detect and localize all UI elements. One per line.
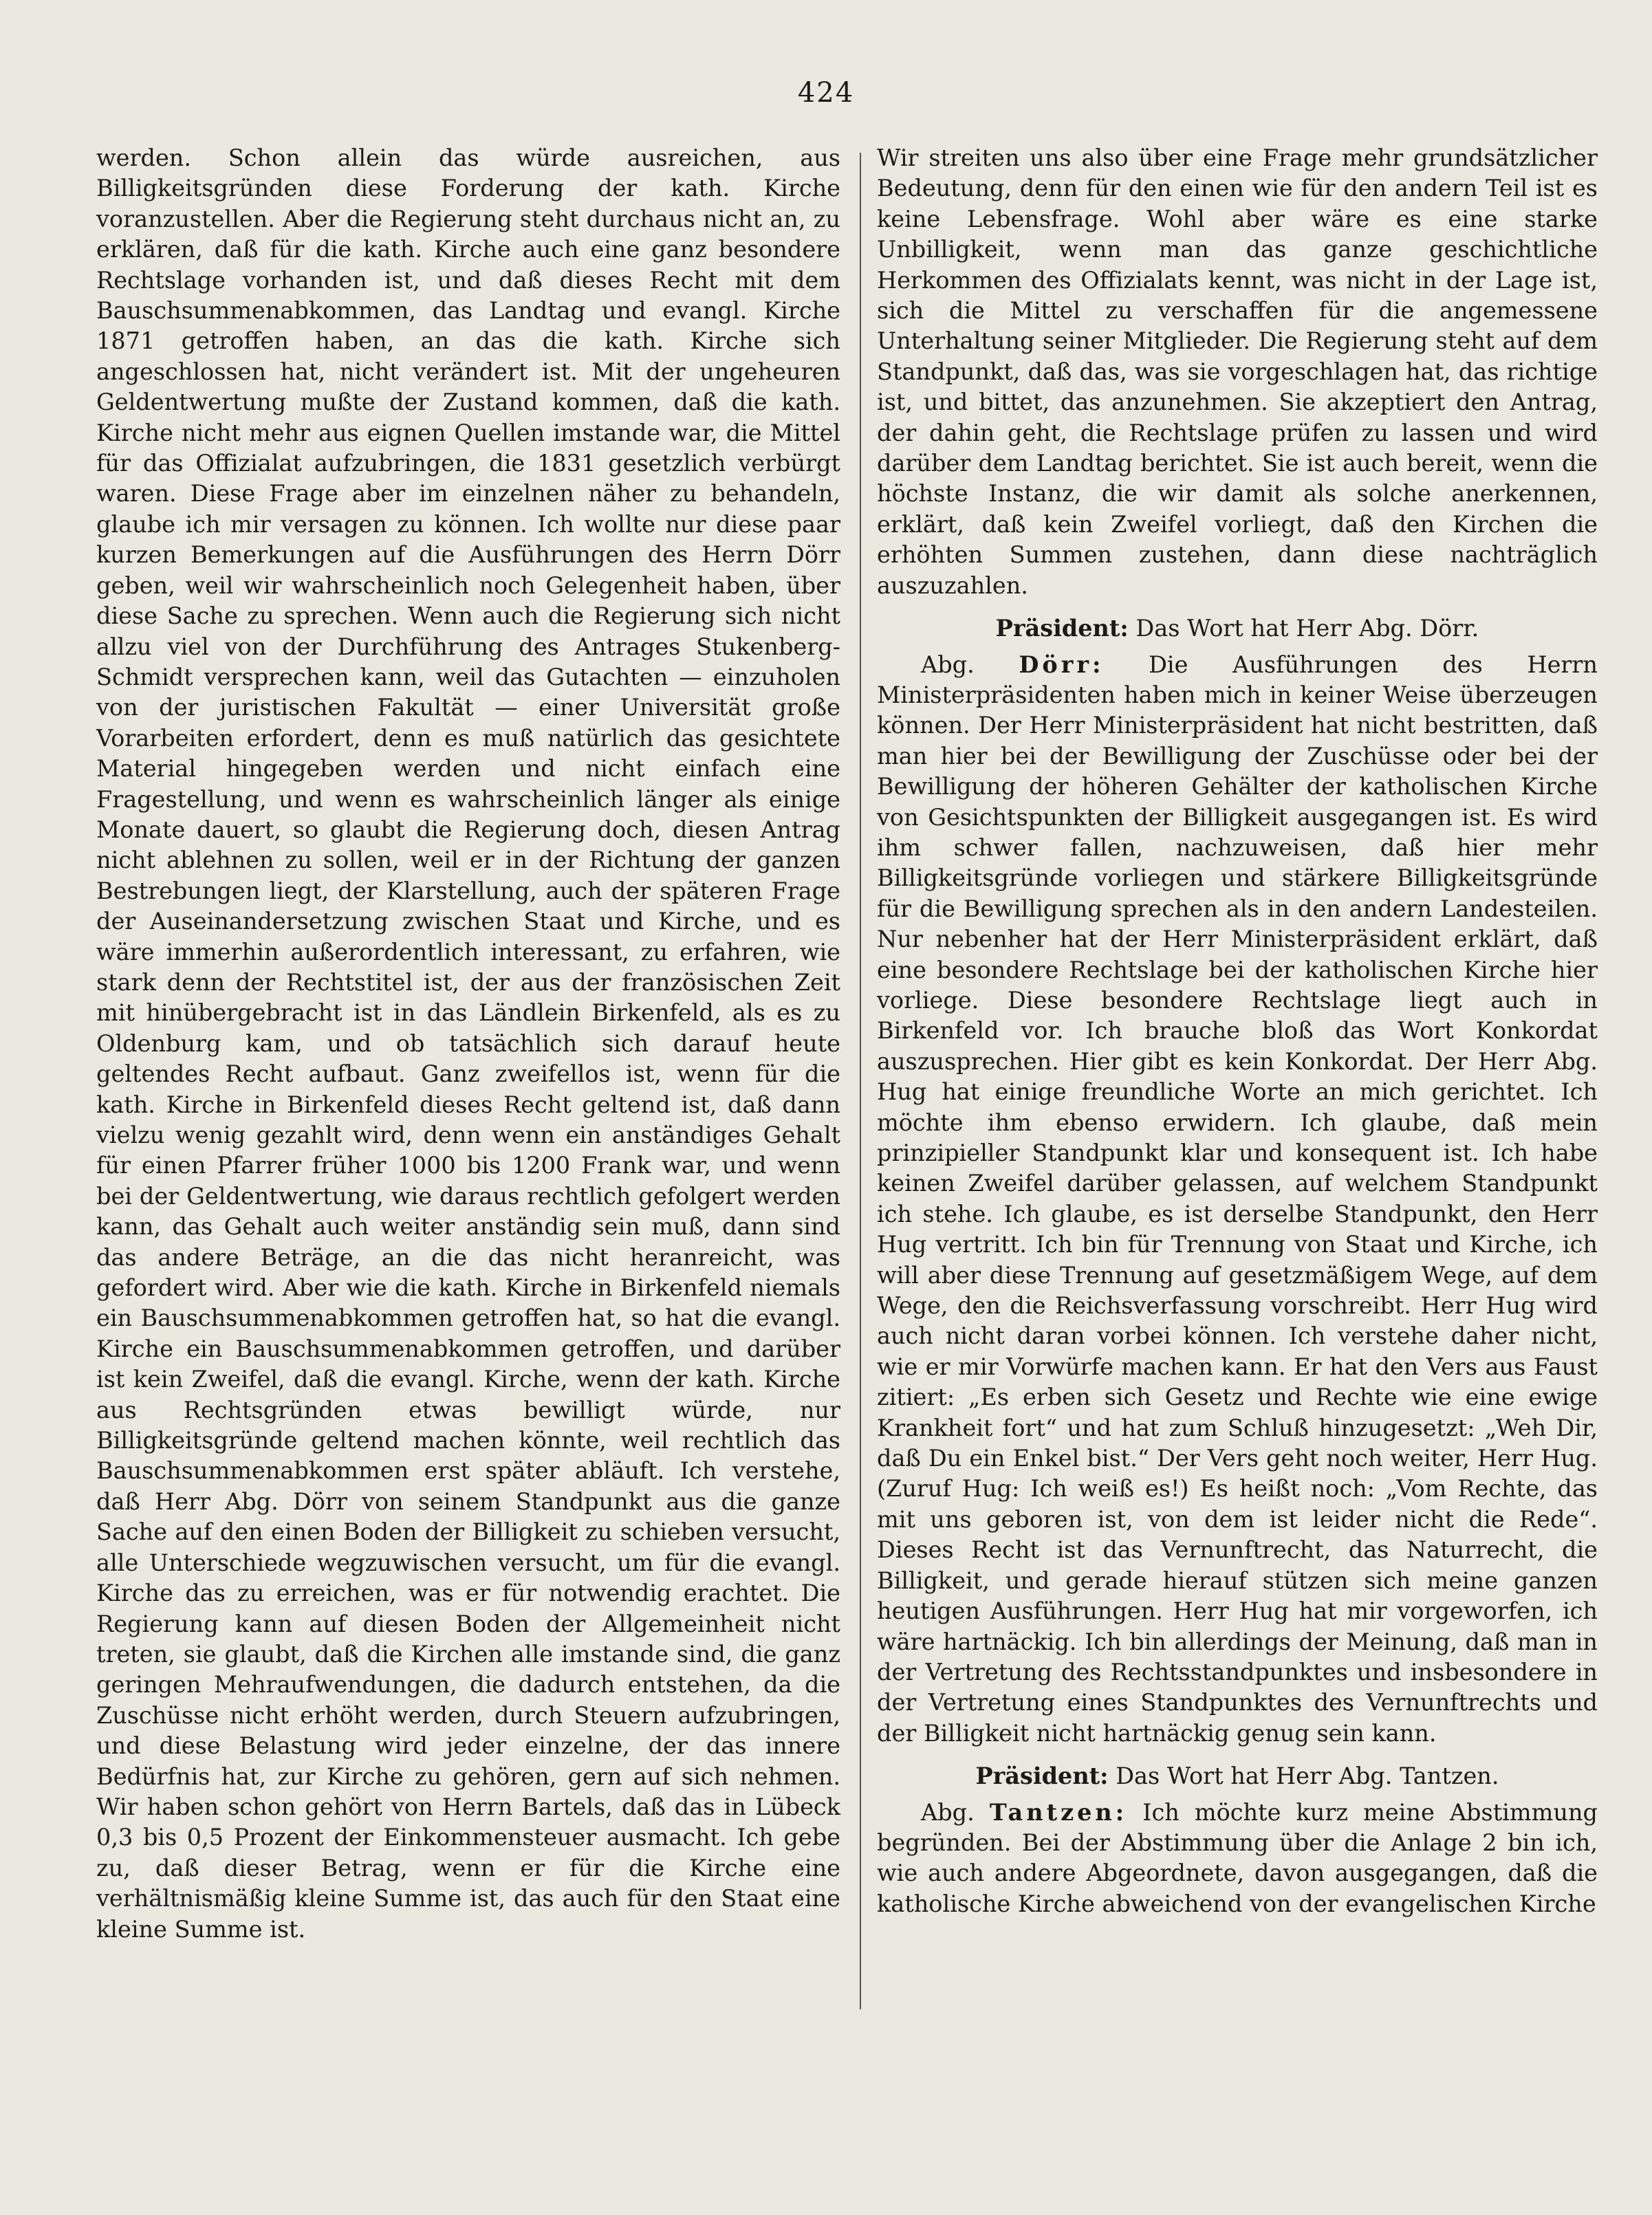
speaker-prefix: Abg. <box>921 1798 975 1826</box>
left-column-text: werden. Schon allein das würde ausreichen, aus Billigkeitsgründen diese Forderung der kath. Kirche voranzustellen. Aber die Regierung steht durchaus nicht an, zu erklären, daß für die kath. Kirche auch eine ganz besondere Rechtslage vorhanden ist, und daß dieses Recht mit dem Bauschsummenabkommen, das Landtag und evangl. Kirche 1871 getroffen haben, an das die kath. Kirche sich angeschlossen hat, nicht verändert ist. Mit der ungeheuren Geldentwertung mußte der Zustand kommen, daß die kath. Kirche nicht mehr aus eignen Quellen imstande war, die Mittel für das Offizialat aufzubringen, die 1831 gesetzlich verbürgt waren. Diese Frage aber im einzelnen näher zu behandeln, glaube ich mir versagen zu können. Ich wollte nur diese paar kurzen Bemerkungen auf die Ausführungen des Herrn Dörr geben, weil wir wahrscheinlich noch Gelegenheit haben, über diese Sache zu sprechen. Wenn auch die Regierung sich nicht allzu viel von der Durchführung des Antrages Stukenberg-Schmidt versprechen kann, weil das Gutachten — einzuholen von der juristischen Fakultät — einer Universität große Vorarbeiten erfordert, denn es muß natürlich das gesichtete Material hingegeben werden und nicht einfach eine Fragestellung, und wenn es wahrscheinlich länger als einige Monate dauert, so glaubt die Regierung doch, diesen Antrag nicht ablehnen zu sollen, weil er in der Richtung der ganzen Bestrebungen liegt, der Klarstellung, auch der späteren Frage der Auseinandersetzung zwischen Staat und Kirche, und es wäre immerhin außerordentlich interessant, zu erfahren, wie stark denn der Rechtstitel ist, der aus der französischen Zeit mit hinübergebracht ist in das Ländlein Birkenfeld, als es zu Oldenburg kam, und ob tatsächlich sich darauf heute geltendes Recht aufbaut. Ganz zweifellos ist, wenn für die kath. Kirche in Birkenfeld dieses Recht geltend ist, daß dann vielzu wenig gezahlt wird, denn wenn ein anständiges Gehalt für einen Pfarrer früher 1000 bis 1200 Frank war, und wenn bei der Geldentwertung, wie daraus rechtlich gefolgert werden kann, das Gehalt auch weiter anständig sein muß, dann sind das andere Beträge, an die das nicht heranreicht, was gefordert wird. Aber wie die kath. Kirche in Birkenfeld niemals ein Bauschsummenabkommen getroffen hat, so hat die evangl. Kirche ein Bauschsummenabkommen getroffen, und darüber ist kein Zweifel, daß die evangl. Kirche, wenn der kath. Kirche aus Rechtsgründen etwas bewilligt würde, nur Billigkeitsgründe geltend machen könnte, weil rechtlich das Bauschsummenabkommen erst später abläuft. Ich verstehe, daß Herr Abg. Dörr von seinem Standpunkt aus die ganze Sache auf den einen Boden der Billigkeit zu schieben versucht, alle Unterschiede wegzuwischen versucht, um für die evangl. Kirche das zu erreichen, was er für notwendig erachtet. Die Regierung kann auf diesen Boden der Allgemeinheit nicht treten, sie glaubt, daß die Kirchen alle imstande sind, die ganz geringen Mehraufwendungen, die dadurch entstehen, da die Zuschüsse nicht erhöht werden, durch Steuern aufzubringen, und diese Belastung wird jeder einzelne, der das innere Bedürfnis hat, zur Kirche zu gehören, gern auf sich nehmen. Wir haben schon gehört von Herrn Bartels, daß das in Lübeck 0,3 bis 0,5 Prozent der Einkommensteuer ausmacht. Ich gebe zu, daß dieser Betrag, wenn er für die Kirche eine verhältnismäßig kleine Summe ist, das auch für den Staat eine kleine Summe ist. <box>96 144 840 1943</box>
president-remark-1 <box>877 613 1598 644</box>
right-column <box>877 143 1598 1919</box>
minister-speech-end: Wir streiten uns also über eine Frage mehr grundsätzlicher Bedeutung, denn für den einen wie für den andern Teil ist es keine Lebensfrage. Wohl aber wäre es eine starke Unbilligkeit, wenn man das ganze geschichtliche Herkommen des Offizialats kennt, was nicht in der Lage ist, sich die Mittel zu verschaffen für die angemessene Unterhaltung seiner Mitglieder. Die Regierung steht auf dem Standpunkt, daß das, was sie vorgeschlagen hat, das richtige ist, und bittet, das anzunehmen. Sie akzeptiert den Antrag, der dahin geht, die Rechtslage prüfen zu lassen und wird darüber dem Landtag berichtet. Sie ist auch bereit, wenn die höchste Instanz, die wir damit als solche anerkennen, erklärt, daß kein Zweifel vorliegt, daß den Kirchen die erhöhten Summen zustehen, dann diese nachträglich auszuzahlen. <box>877 144 1598 599</box>
column-divider <box>860 153 861 2009</box>
speech-tantzen <box>877 1798 1598 1920</box>
president-remark-2 <box>877 1761 1598 1791</box>
speaker-name-tantzen: Tantzen: <box>989 1798 1128 1826</box>
speaker-prefix: Abg. <box>921 651 975 678</box>
left-column <box>96 143 840 1945</box>
speaker-label-president: Präsident: <box>995 615 1129 642</box>
speech-doerr-text: Die Ausführungen des Herrn Ministerpräsidenten haben mich in keiner Weise überzeugen können. Der Herr Ministerpräsident hat nicht bestritten, daß man hier bei der Bewilligung der Zuschüsse oder bei der Bewilligung der höheren Gehälter der katholischen Kirche von Gesichtspunkten der Billigkeit ausgegangen ist. Es wird ihm schwer fallen, nachzuweisen, daß hier mehr Billigkeitsgründe vorliegen und stärkere Billigkeitsgründe für die Bewilligung sprechen als in den andern Landesteilen. Nur nebenher hat der Herr Ministerpräsident erklärt, daß eine besondere Rechtslage bei der katholischen Kirche hier vorliege. Diese besondere Rechtslage liegt auch in Birkenfeld vor. Ich brauche bloß das Wort Konkordat auszusprechen. Hier gibt es kein Konkordat. Der Herr Abg. Hug hat einige freundliche Worte an mich gerichtet. Ich möchte ihm ebenso erwidern. Ich glaube, daß mein prinzipieller Standpunkt klar und konsequent ist. Ich habe keinen Zweifel darüber gelassen, auf welchem Standpunkt ich stehe. Ich glaube, es ist derselbe Standpunkt, den Herr Hug vertritt. Ich bin für Trennung von Staat und Kirche, ich will aber diese Trennung auf gesetzmäßigem Wege, auf dem Wege, den die Reichsverfassung vorschreibt. Herr Hug wird auch nicht daran vorbei können. Ich verstehe daher nicht, wie er mir Vorwürfe machen kann. Er hat den Vers aus Faust zitiert: „Es erben sich Gesetz und Rechte wie eine ewige Krankheit fort“ und hat zum Schluß hinzugesetzt: „Weh Dir, daß Du ein Enkel bist.“ Der Vers geht noch weiter, Herr Hug. (Zuruf Hug: Ich weiß es!) Es heißt noch: „Vom Rechte, das mit uns geboren ist, von dem ist leider nicht die Rede“. Dieses Recht ist das Vernunftrecht, das Naturrecht, die Billigkeit, und gerade hierauf stützen sich meine ganzen heutigen Ausführungen. Herr Hug hat mir vorgeworfen, ich wäre hartnäckig. Ich bin allerdings der Meinung, daß man in der Vertretung des Rechtsstandpunktes und insbesondere in der Vertretung eines Standpunktes des Vernunftrechts und der Billigkeit nicht hartnäckig genug sein kann. <box>877 651 1598 1747</box>
speaker-label-president: Präsident: <box>975 1763 1109 1790</box>
speaker-name-doerr: Dörr: <box>1019 651 1105 678</box>
president-remark-text: Das Wort hat Herr Abg. Dörr. <box>1135 615 1479 642</box>
president-remark-text: Das Wort hat Herr Abg. Tantzen. <box>1116 1763 1499 1790</box>
speech-doerr <box>877 650 1598 1749</box>
speech-tantzen-text: Ich möchte kurz meine Abstimmung begründen. Bei der Abstimmung über die Anlage 2 bin ich, wie auch andere Abgeordnete, davon ausgegangen, daß die katholische Kirche abweichend von der evangelischen Kirche <box>877 1798 1598 1917</box>
page-number: 424 <box>797 77 855 109</box>
